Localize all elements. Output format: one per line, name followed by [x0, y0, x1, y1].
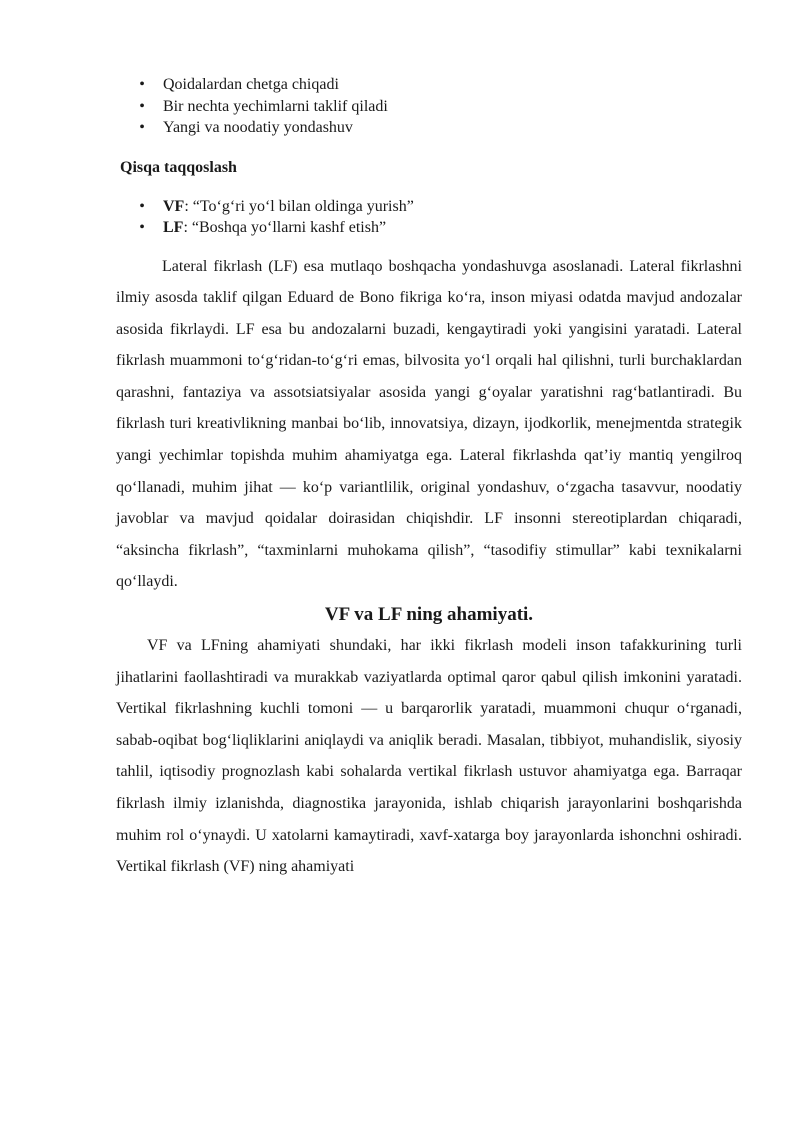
comparison-term: VF: [163, 197, 185, 215]
bullet-item: [116, 96, 742, 118]
feature-bullet-list: [116, 74, 742, 139]
section-heading: VF va LF ning ahamiyati.: [324, 604, 534, 626]
comparison-subheading: Qisqa taqqoslash: [120, 158, 237, 176]
page-content: [116, 74, 742, 883]
bullet-icon: •: [139, 219, 145, 236]
comparison-text: : “Boshqa yo‘llarni kashf etish”: [183, 219, 387, 236]
bullet-text: Bir nechta yechimlarni taklif qiladi: [163, 97, 388, 115]
comparison-text: : “To‘g‘ri yo‘l bilan oldinga yurish”: [184, 197, 414, 215]
comparison-bullet-list: [116, 196, 742, 239]
importance-paragraph: VF va LFning ahamiyati shundaki, har ikki fikrlash modeli inson tafakkurining turli jihatlarini faollashtiradi va murakkab vaziyatlarda optimal qaror qabul qilish imkonini yaratadi. Vertikal fikrlashning kuchli tomoni — u barqarorlik yaratadi, muammoni chuqur o‘rganadi, sabab-oqibat bog‘liqliklarini aniqlaydi va aniqlik beradi. Masalan, tibbiyot, muhandislik, siyosiy tahlil, iqtisodiy prognozlash kabi sohalarda vertikal fikrlash ustuvor ahamiyatga ega. Barraqar fikrlash ilmiy izlanishda, diagnostika jarayonida, ishlab chiqarish jarayonlarini boshqarishda muhim rol o‘ynaydi. U xatolarni kamaytiradi, xavf-xatarga boy jarayonlarda ishonchni oshiradi. Vertikal fikrlash (VF) ning ahamiyati: [116, 637, 742, 876]
bullet-icon: •: [139, 197, 145, 215]
bullet-item: [116, 74, 742, 96]
bullet-icon: •: [139, 97, 145, 115]
lateral-thinking-paragraph: Lateral fikrlash (LF) esa mutlaqo boshqacha yondashuvga asoslanadi. Lateral fikrlashni ilmiy asosda taklif qilgan Eduard de Bono fikriga ko‘ra, inson miyasi odatda mavjud andozalar asosida fikrlaydi. LF esa bu andozalarni buzadi, kengaytiradi yoki yangisini yaratadi. Lateral fikrlash muammoni to‘g‘ridan-to‘g‘ri emas, bilvosita yo‘l orqali hal qilishni, turli burchaklardan qarashni, fantaziya va assotsiatsiyalar asosida yangi g‘oyalar yaratishni rag‘batlantiradi. Bu fikrlash turi kreativlikning manbai bo‘lib, innovatsiya, dizayn, ijodkorlik, menejmentda strategik yangi yechimlar topishda muhim ahamiyatga ega. Lateral fikrlashda qat’iy mantiq yengilroq qo‘llanadi, muhim jihat — ko‘p variantlilik, original yondashuv, o‘zgacha tasavvur, noodatiy javoblar va mavjud qoidalar doirasidan chiqishdir. LF insonni stereotiplardan chiqaradi, “aksincha fikrlash”, “taxminlarni muhokama qilish”, “tasodifiy stimullar” kabi texnikalarni qo‘llaydi.: [116, 257, 742, 591]
bullet-icon: •: [139, 119, 145, 136]
bullet-item: [116, 117, 742, 139]
comparison-item: [116, 196, 742, 218]
comparison-term: LF: [163, 219, 184, 236]
bullet-icon: •: [139, 76, 145, 93]
bullet-text: Yangi va noodatiy yondashuv: [163, 119, 353, 136]
comparison-item: [116, 217, 742, 239]
bullet-text: Qoidalardan chetga chiqadi: [163, 76, 339, 93]
